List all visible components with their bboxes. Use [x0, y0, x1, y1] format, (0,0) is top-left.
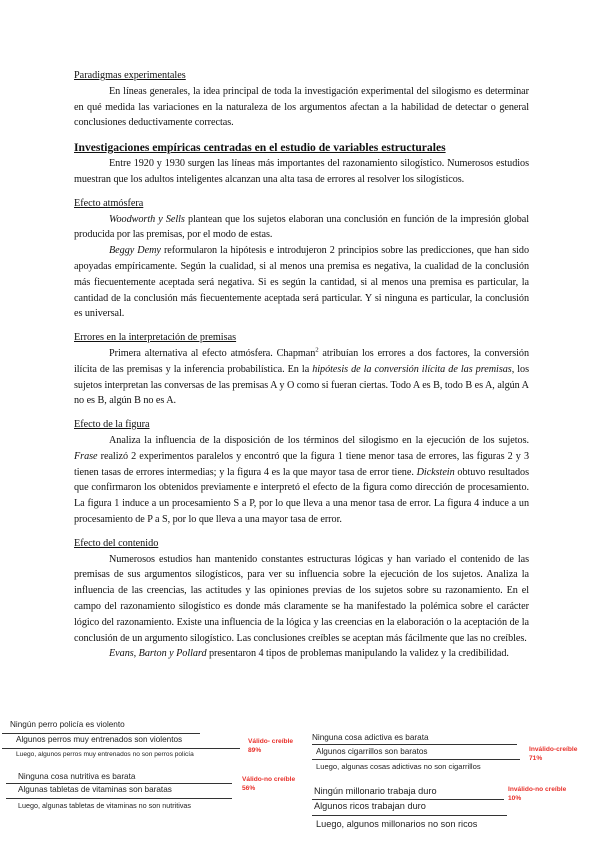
- conclusion: Luego, algunos perros muy entrenados no son perros policía: [16, 751, 194, 758]
- paragraph-figura: Analiza la influencia de la disposición de los términos del silogismo en la ejecución de los sujetos. Frase realizó 2 experimentos paralelos y encontró que la figura 1 tiene menor tasa de errores, las figuras 2 y 3 tienen tasas de errores intermedias; y la figura 4 es la que mayor tasa de error tiene. Dickstein obtuvo resultados que confirmaron los obtenidos previamente e interpretó el efecto de la figura como dirección de procesamiento. La figura 1 induce a un procesamiento S a P, por lo que lleva a una menor tasa de error. La figura 4 induce a un procesamiento de P a S, por lo que lleva a una mayor tasa de error.: [74, 434, 529, 525]
- result-percent-3: 56%: [242, 784, 256, 792]
- premise-divider: [312, 744, 517, 745]
- premise-2: Algunos cigarrillos son baratos: [316, 747, 428, 756]
- paragraph-contenido-1: Numerosos estudios han mantenido constantes estructuras lógicas y han variado el contenido de las premisas de sus argumentos silogísticos, para ver su influencia sobre la ejecución de los sujetos. Analiza la influencia de las creencias, las actitudes y las opiniones previas de los sujetos sobre su razonamiento. En el campo del razonamiento silogístico es donde más claramente se ha manifestado la polémica sobre el carácter lógico del razonamiento. Existe una influencia de la lógica y las creencias en la elaboración o la aceptación de la conclusión de un argumento silogístico. Las conclusiones creíbles se aceptan más fácilmente que las no creíbles.: [74, 553, 529, 644]
- result-label-4: Inválido-no creíble 10%: [508, 786, 567, 802]
- result-percent-4: 10%: [508, 794, 522, 802]
- premise-2: Algunos ricos trabajan duro: [314, 801, 426, 811]
- paragraph-contenido-2: Evans, Barton y Pollard presentaron 4 tipos de problemas manipulando la validez y la credibilidad.: [109, 648, 509, 660]
- premise-divider: [2, 733, 200, 734]
- premise-1: Ningún perro policía es violento: [10, 720, 125, 729]
- premise-1: Ninguna cosa nutritiva es barata: [18, 772, 136, 781]
- author-woodworth-sells: Woodworth y Sells: [109, 213, 185, 225]
- premise-1: Ningún millonario trabaja duro: [314, 786, 437, 796]
- heading-errores: Errores en la interpretación de premisas: [74, 332, 237, 344]
- premise-2: Algunos perros muy entrenados son violentos: [16, 735, 183, 744]
- paragraph-paradigmas: En líneas generales, la idea principal de toda la investigación experimental del silogismo es determinar en qué medida las variaciones en la naturaleza de los argumentos afectan a la habilidad de detectar o general conclusiones deductivamente correctas.: [74, 85, 529, 129]
- result-label-3: Válido-no creíble 56%: [242, 776, 296, 792]
- heading-figura: Efecto de la figura: [74, 419, 150, 431]
- author-frase: Frase: [74, 450, 98, 462]
- paragraph-atmosfera-1: Woodworth y Sells plantean que los sujetos elaboran una conclusión en función de la impresión global producida por las premisas, por el modo de estas.: [74, 213, 529, 241]
- result-percent-1: 89%: [248, 746, 262, 754]
- conclusion: Luego, algunos millonarios no son ricos: [316, 819, 478, 829]
- author-evans-barton-pollard: Evans, Barton y Pollard: [109, 648, 207, 660]
- paragraph-errores: Primera alternativa al efecto atmósfera. Chapman$^2$ atribuían los errores a dos factores, la conversión ilícita de las premisas y la inferencia probabilística. En la hipótesis de la conversión ilícita de las premisas, los sujetos interpretan las conversas de las premisas A y O como si fueran ciertas. Todo A es B, todo B es A, algún A no es B, algún B no es A.: [74, 346, 530, 407]
- result-percent-2: 71%: [529, 754, 543, 762]
- syllogism-2: [312, 733, 522, 775]
- conclusion: Luego, algunas tabletas de vitaminas no son nutritivas: [18, 801, 192, 810]
- heading-paradigmas: Paradigmas experimentales: [74, 70, 186, 81]
- hypothesis-name: hipótesis de la conversión ilícita de las premisas: [312, 363, 512, 375]
- premise-2: Algunas tabletas de vitaminas son baratas: [18, 785, 172, 794]
- heading-investigaciones: Investigaciones empíricas centradas en el estudio de variables estructurales: [74, 141, 446, 155]
- premise-divider: [312, 799, 504, 800]
- result-label-2: Inválido-creíble 71%: [529, 746, 578, 762]
- premise-divider: [6, 783, 232, 784]
- syllogism-1: [0, 720, 240, 768]
- conclusion: Luego, algunas cosas adictivas no son cigarrillos: [316, 762, 481, 771]
- author-beggy-demy: Beggy Demy: [109, 245, 161, 257]
- heading-atmosfera: Efecto atmósfera: [74, 197, 144, 209]
- paragraph-investigaciones: Entre 1920 y 1930 surgen las líneas más importantes del razonamiento silogístico. Numerosos estudios muestran que los adultos inteligentes alcanzan una alta tasa de errores al resolver los silogísticos.: [74, 158, 529, 185]
- syllogism-3: [6, 772, 238, 822]
- author-dickstein: Dickstein: [416, 466, 455, 478]
- syllogism-4: [312, 786, 512, 834]
- conclusion-divider: [312, 815, 507, 816]
- premise-1: Ninguna cosa adictiva es barata: [312, 733, 429, 742]
- conclusion-divider: [312, 759, 520, 760]
- paragraph-atmosfera-2: Beggy Demy reformularon la hipótesis e introdujeron 2 principios sobre las predicciones, que han sido apoyadas empíricamente. Según la cualidad, si al menos una premisa es negativa, la cualidad de la conclusión más fiecuentemente aceptada será negativa. Si es según la cantidad, si al menos una premisa es particular, la cantidad de la conclusión más fiecuentemente aceptada será particular. Y si ninguna es particular, la conclusión es universal.: [74, 245, 529, 320]
- result-label-1: Válido- creíble 89%: [248, 738, 294, 754]
- conclusion-divider: [2, 748, 240, 749]
- heading-contenido: Efecto del contenido: [74, 537, 159, 549]
- conclusion-divider: [6, 798, 232, 799]
- footnote-marker: 2: [315, 346, 319, 354]
- document-body: [74, 68, 529, 662]
